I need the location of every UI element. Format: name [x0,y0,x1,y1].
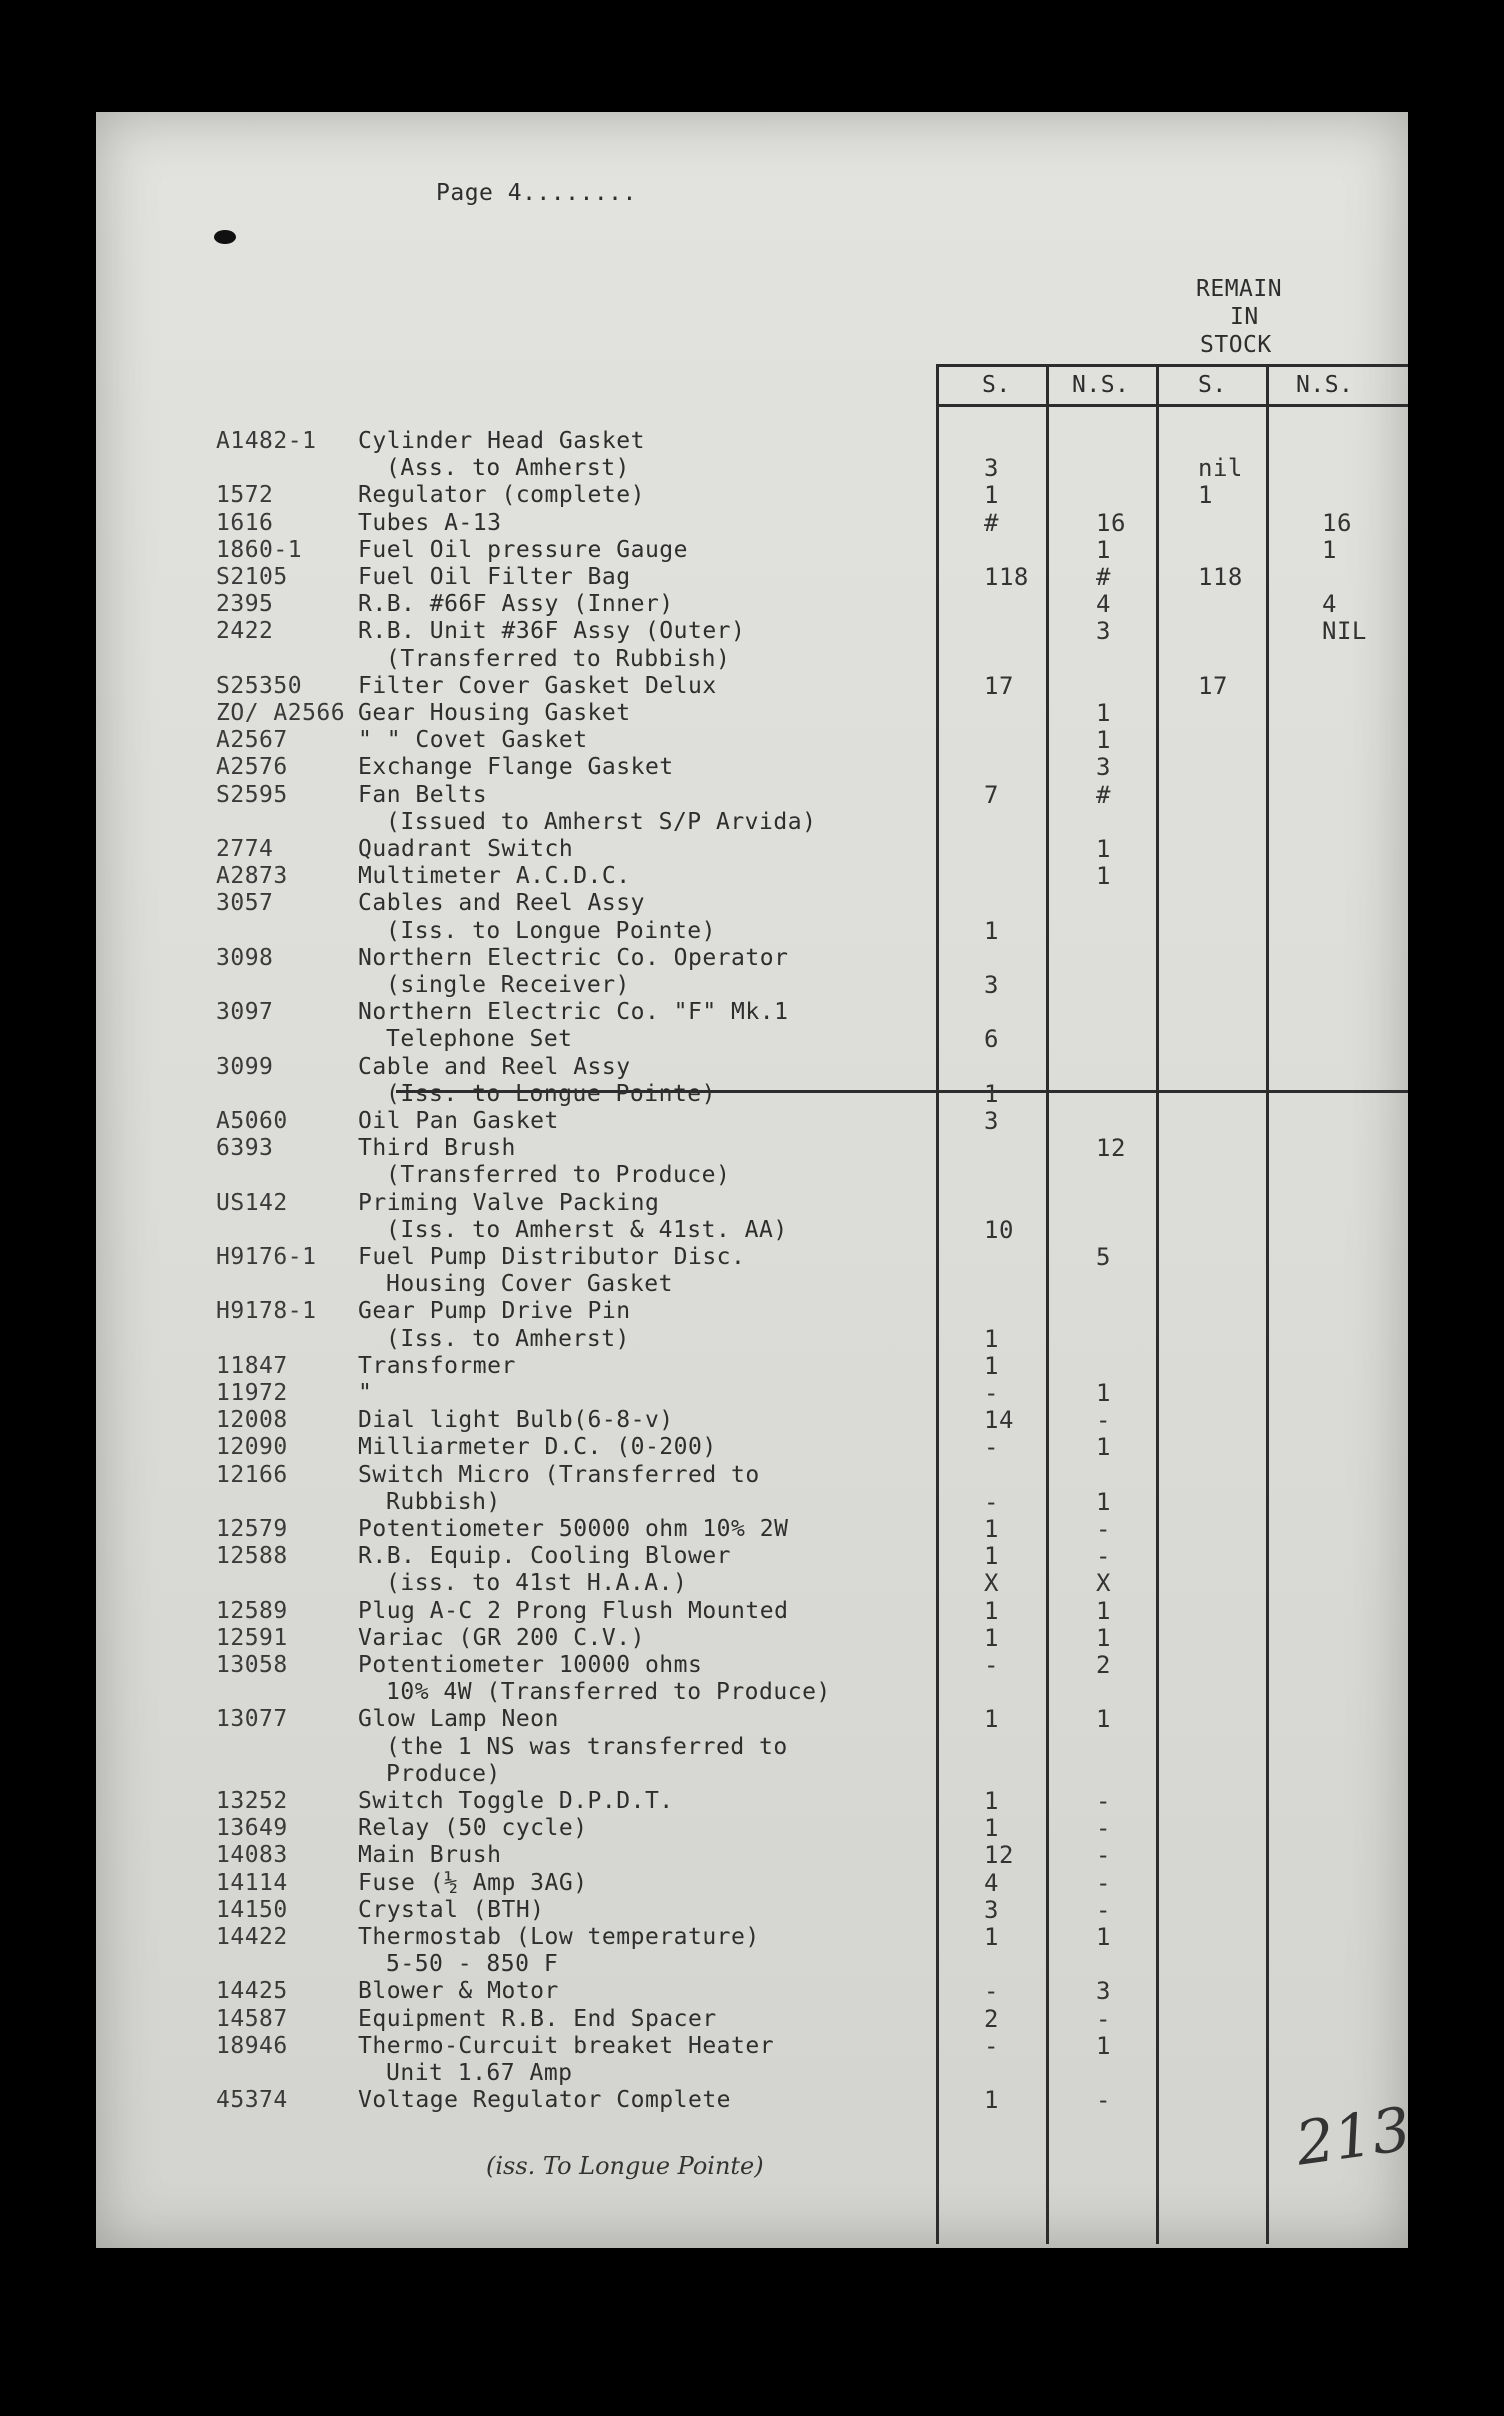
row-description: Produce) [386,1761,501,1787]
row-description: R.B. Unit #36F Assy (Outer) [358,618,746,644]
row-code: 13077 [216,1706,288,1732]
row-ns-qty: 1 [1096,2032,1111,2060]
row-description: Equipment R.B. End Spacer [358,2006,717,2032]
row-code: A1482-1 [216,428,317,454]
col-line-2 [1046,364,1049,2244]
row-ns-qty: - [1096,1896,1111,1924]
row-description: Cylinder Head Gasket [358,428,645,454]
row-s-qty: - [984,2032,999,2060]
row-description: 10% 4W (Transferred to Produce) [386,1679,831,1705]
row-ns-qty: 3 [1096,1977,1111,2005]
row-ns-qty: 1 [1096,536,1111,564]
row-s-qty: 118 [984,563,1029,591]
remain-label-1: REMAIN [1196,276,1283,302]
row-ns-qty: - [1096,1787,1111,1815]
handwritten-note: (iss. To Longue Pointe) [486,2152,764,2180]
row-s-qty: - [984,1379,999,1407]
row-description: Housing Cover Gasket [386,1271,673,1297]
row-description: Telephone Set [386,1026,573,1052]
row-s-qty: 3 [984,971,999,999]
row-code: 1616 [216,510,274,536]
row-s-qty: - [984,1977,999,2005]
row-description: Voltage Regulator Complete [358,2087,732,2113]
row-description: Cables and Reel Assy [358,890,645,916]
row-ns-qty: 1 [1096,1488,1111,1516]
row-code: 2422 [216,618,274,644]
row-s-qty: 1 [984,481,999,509]
col-line-3 [1156,364,1159,2244]
row-description: Plug A-C 2 Prong Flush Mounted [358,1598,789,1624]
row-code: 14425 [216,1978,288,2004]
row-ns-qty: 1 [1096,1379,1111,1407]
header-remain-s: S. [1198,372,1227,398]
row-ns-qty: 1 [1096,726,1111,754]
row-description: 5-50 - 850 F [386,1951,559,1977]
row-s-qty: - [984,1433,999,1461]
header-s: S. [982,372,1011,398]
row-description: Crystal (BTH) [358,1897,545,1923]
row-s-qty: 1 [984,1705,999,1733]
row-description: Variac (GR 200 C.V.) [358,1625,645,1651]
row-code: S25350 [216,673,303,699]
row-description: Switch Micro (Transferred to [358,1462,760,1488]
row-description: Gear Pump Drive Pin [358,1298,631,1324]
row-s-qty: 2 [984,2005,999,2033]
row-ns-qty: X [1096,1569,1111,1597]
row-description: Relay (50 cycle) [358,1815,588,1841]
row-description: Rubbish) [386,1489,501,1515]
row-remain-ns-qty: 1 [1322,536,1337,564]
row-description: R.B. Equip. Cooling Blower [358,1543,732,1569]
row-code: A2873 [216,863,288,889]
row-description: Multimeter A.C.D.C. [358,863,631,889]
row-ns-qty: - [1096,1841,1111,1869]
row-code: 13058 [216,1652,288,1678]
row-remain-ns-qty: 4 [1322,590,1337,618]
row-code: 2774 [216,836,274,862]
row-description: Glow Lamp Neon [358,1706,559,1732]
row-code: 12008 [216,1407,288,1433]
row-s-qty: 1 [984,1080,999,1108]
row-description: Fuel Oil Filter Bag [358,564,631,590]
row-code: 3057 [216,890,274,916]
row-ns-qty: 1 [1096,862,1111,890]
row-code: 1860-1 [216,537,303,563]
row-description: Third Brush [358,1135,516,1161]
row-code: 18946 [216,2033,288,2059]
row-description: (Iss. to Amherst & 41st. AA) [386,1217,788,1243]
row-description: " [358,1380,373,1406]
row-ns-qty: 1 [1096,1597,1111,1625]
row-code: 14150 [216,1897,288,1923]
remain-label-2: IN [1230,304,1259,330]
row-description: " " Covet Gasket [358,727,588,753]
row-ns-qty: - [1096,1869,1111,1897]
row-description: Blower & Motor [358,1978,559,2004]
row-code: 14422 [216,1924,288,1950]
row-description: Northern Electric Co. Operator [358,945,789,971]
header-top-rule [936,364,1408,367]
row-code: A5060 [216,1108,288,1134]
row-s-qty: 17 [984,672,1014,700]
row-s-qty: 3 [984,1107,999,1135]
row-s-qty: 7 [984,781,999,809]
row-ns-qty: 16 [1096,509,1126,537]
row-s-qty: 3 [984,454,999,482]
row-code: 14587 [216,2006,288,2032]
row-s-qty: - [984,1651,999,1679]
row-code: ZO/ A2566 [216,700,346,726]
row-s-qty: 4 [984,1869,999,1897]
row-description: Switch Toggle D.P.D.T. [358,1788,674,1814]
row-description: Northern Electric Co. "F" Mk.1 [358,999,789,1025]
row-code: S2105 [216,564,288,590]
row-ns-qty: 3 [1096,753,1111,781]
row-s-qty: 1 [984,1352,999,1380]
row-ns-qty: # [1096,781,1111,809]
row-description: Dial light Bulb(6-8-v) [358,1407,674,1433]
row-description: Quadrant Switch [358,836,574,862]
row-ns-qty: 12 [1096,1134,1126,1162]
ink-smudge [214,230,236,244]
row-description: Fan Belts [358,782,488,808]
header-bottom-rule [936,404,1408,407]
row-description: (single Receiver) [386,972,630,998]
row-code: 45374 [216,2087,288,2113]
row-code: 12589 [216,1598,288,1624]
row-description: Potentiometer 10000 ohms [358,1652,703,1678]
row-remain-s-qty: 1 [1198,481,1213,509]
row-code: 12588 [216,1543,288,1569]
row-description: Tubes A-13 [358,510,502,536]
row-code: 11847 [216,1353,288,1379]
row-ns-qty: # [1096,563,1111,591]
row-remain-s-qty: 17 [1198,672,1228,700]
row-code: S2595 [216,782,288,808]
row-description: (Issued to Amherst S/P Arvida) [386,809,817,835]
row-code: A2567 [216,727,288,753]
row-s-qty: 1 [984,1325,999,1353]
row-s-qty: # [984,509,999,537]
row-s-qty: 1 [984,917,999,945]
row-description: Potentiometer 50000 ohm 10% 2W [358,1516,789,1542]
row-remain-ns-qty: NIL [1322,617,1367,645]
row-description: Cable and Reel Assy [358,1054,631,1080]
row-description: Transformer [358,1353,516,1379]
row-s-qty: 1 [984,1624,999,1652]
row-code: 6393 [216,1135,274,1161]
row-code: 2395 [216,591,274,617]
page-label: Page 4........ [436,180,637,206]
row-code: 12090 [216,1434,288,1460]
handwritten-page-number: 213 [1291,2094,1415,2180]
document-sheet [96,112,1415,2248]
row-description: (Ass. to Amherst) [386,455,630,481]
row-ns-qty: 1 [1096,1624,1111,1652]
row-description: Thermostab (Low temperature) [358,1924,760,1950]
row-s-qty: 10 [984,1216,1014,1244]
row-s-qty: 1 [984,1787,999,1815]
row-description: (Iss. to Longue Pointe) [386,1081,716,1107]
col-line-1 [936,364,939,2244]
row-s-qty: - [984,1488,999,1516]
row-ns-qty: - [1096,1515,1111,1543]
row-ns-qty: - [1096,1542,1111,1570]
row-ns-qty: 5 [1096,1243,1111,1271]
row-description: Oil Pan Gasket [358,1108,559,1134]
row-ns-qty: - [1096,2005,1111,2033]
row-description: (Transferred to Rubbish) [386,646,731,672]
row-description: Fuel Pump Distributor Disc. [358,1244,746,1270]
header-ns: N.S. [1072,372,1130,398]
row-code: 11972 [216,1380,288,1406]
col-line-4 [1266,364,1269,2244]
row-s-qty: 1 [984,1923,999,1951]
row-description: Exchange Flange Gasket [358,754,674,780]
row-description: (Iss. to Longue Pointe) [386,918,716,944]
row-code: 12166 [216,1462,288,1488]
row-code: H9176-1 [216,1244,317,1270]
row-s-qty: 1 [984,1597,999,1625]
row-description: Main Brush [358,1842,502,1868]
row-description: Unit 1.67 Amp [386,2060,573,2086]
row-s-qty: 14 [984,1406,1014,1434]
row-ns-qty: 3 [1096,617,1111,645]
row-ns-qty: - [1096,1814,1111,1842]
row-s-qty: 12 [984,1841,1014,1869]
row-s-qty: 1 [984,1542,999,1570]
row-description: Filter Cover Gasket Delux [358,673,717,699]
row-code: 3099 [216,1054,274,1080]
remain-label-3: STOCK [1200,332,1272,358]
row-s-qty: 1 [984,1515,999,1543]
row-code: 3097 [216,999,274,1025]
row-code: US142 [216,1190,288,1216]
row-s-qty: X [984,1569,999,1597]
row-code: 1572 [216,482,274,508]
row-s-qty: 6 [984,1025,999,1053]
row-ns-qty: 2 [1096,1651,1111,1679]
row-description: Fuel Oil pressure Gauge [358,537,688,563]
row-description: Priming Valve Packing [358,1190,660,1216]
row-code: 13649 [216,1815,288,1841]
row-code: 12591 [216,1625,288,1651]
header-remain-ns: N.S. [1296,372,1354,398]
row-s-qty: 3 [984,1896,999,1924]
row-remain-s-qty: nil [1198,454,1243,482]
row-code: 13252 [216,1788,288,1814]
row-ns-qty: 4 [1096,590,1111,618]
row-ns-qty: 1 [1096,1705,1111,1733]
row-ns-qty: 1 [1096,1433,1111,1461]
row-s-qty: 1 [984,1814,999,1842]
row-description: (Iss. to Amherst) [386,1326,630,1352]
row-description: R.B. #66F Assy (Inner) [358,591,674,617]
row-ns-qty: - [1096,1406,1111,1434]
row-s-qty: 1 [984,2086,999,2114]
row-code: 12579 [216,1516,288,1542]
row-description: (the 1 NS was transferred to [386,1734,788,1760]
row-ns-qty: 1 [1096,1923,1111,1951]
row-code: 3098 [216,945,274,971]
row-ns-qty: 1 [1096,699,1111,727]
row-description: Fuse (½ Amp 3AG) [358,1870,588,1896]
row-description: (Transferred to Produce) [386,1162,731,1188]
row-description: (iss. to 41st H.A.A.) [386,1570,688,1596]
row-ns-qty: 1 [1096,835,1111,863]
row-code: H9178-1 [216,1298,317,1324]
row-remain-s-qty: 118 [1198,563,1243,591]
row-description: Thermo-Curcuit breaket Heater [358,2033,775,2059]
row-description: Regulator (complete) [358,482,645,508]
row-code: A2576 [216,754,288,780]
row-description: Milliarmeter D.C. (0-200) [358,1434,717,1460]
row-ns-qty: - [1096,2086,1111,2114]
row-description: Gear Housing Gasket [358,700,631,726]
row-code: 14083 [216,1842,288,1868]
row-code: 14114 [216,1870,288,1896]
row-remain-ns-qty: 16 [1322,509,1352,537]
